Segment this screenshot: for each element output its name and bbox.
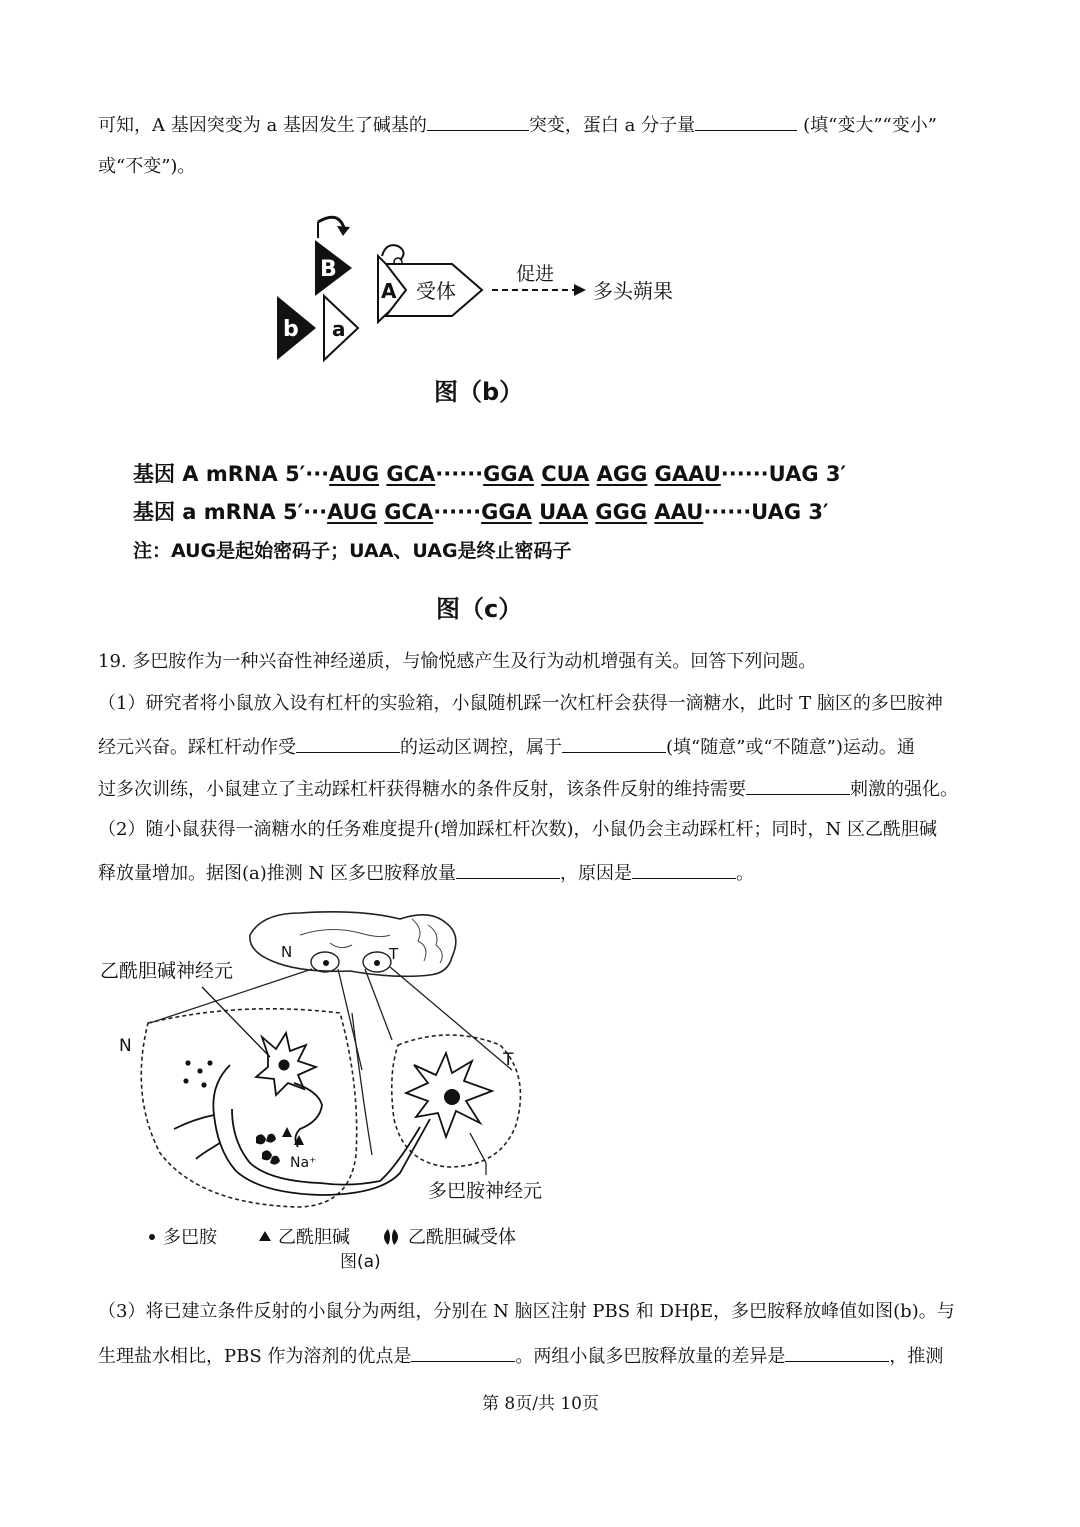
q19-p3-text-c: ，推测 bbox=[889, 1346, 944, 1367]
gene-a-label: a bbox=[332, 317, 346, 341]
answer-blank[interactable] bbox=[785, 1343, 889, 1362]
q18-line-2: 或“不变”)。 bbox=[98, 156, 196, 177]
promote-label: 促进 bbox=[516, 263, 555, 285]
codon: AUG bbox=[329, 462, 380, 486]
ach-pointer-line bbox=[202, 987, 270, 1057]
row-end: ······UAG 3′ bbox=[720, 462, 847, 486]
codon: AUG bbox=[327, 500, 377, 524]
answer-blank[interactable] bbox=[746, 776, 850, 795]
brain-T-label: T bbox=[389, 945, 399, 963]
q19-p3-line1: （3）将已建立条件反射的小鼠分为两组，分别在 N 脑区注射 PBS 和 DHβE，多巴胺释放峰值如图(b)。与 bbox=[98, 1301, 955, 1322]
result-label: 多头蒴果 bbox=[593, 279, 673, 303]
q19-p1-line2 bbox=[98, 734, 915, 760]
dopamine-neuron bbox=[406, 1053, 492, 1137]
N-region-label: N bbox=[119, 1036, 132, 1056]
answer-blank[interactable] bbox=[427, 112, 529, 131]
answer-blank[interactable] bbox=[411, 1343, 515, 1362]
codon: GGG bbox=[595, 500, 648, 524]
gene-A-label: A bbox=[381, 279, 397, 303]
codon: AGG bbox=[596, 462, 648, 486]
q19-p1-text-b: 的运动区调控，属于 bbox=[400, 737, 562, 758]
figure-b-caption: 图（b） bbox=[434, 378, 524, 406]
receptor-label: 受体 bbox=[416, 279, 456, 303]
codon: GAAU bbox=[654, 462, 721, 486]
q19-p2-line1: （2）随小鼠获得一滴糖水的任务难度提升(增加踩杠杆次数)，小鼠仍会主动踩杠杆；同时，N 区乙酰胆碱 bbox=[98, 819, 937, 840]
q19-p2-text-a: 释放量增加。据图(a)推测 N 区多巴胺释放量 bbox=[98, 863, 456, 884]
q19-p1-text-a: 经元兴奋。踩杠杆动作受 bbox=[98, 737, 296, 758]
gene-b-arrow bbox=[277, 296, 316, 360]
q19-p3-text-a: 生理盐水相比，PBS 作为溶剂的优点是 bbox=[98, 1346, 412, 1367]
promote-arrow bbox=[492, 263, 586, 296]
legend bbox=[149, 1227, 516, 1272]
mrna-row-A bbox=[133, 460, 846, 488]
page-footer: 第 8页/共 10页 bbox=[482, 1394, 599, 1414]
q19-p1-text-e: 刺激的强化。 bbox=[850, 779, 958, 800]
ach-neuron bbox=[256, 1033, 322, 1147]
gene-B-label: B bbox=[320, 257, 337, 282]
q19-p3-line2 bbox=[98, 1343, 943, 1369]
answer-blank[interactable] bbox=[456, 860, 560, 879]
legend-ach-label: 乙酰胆碱 bbox=[278, 1227, 350, 1248]
codon: CUA bbox=[541, 462, 590, 486]
T-region-label: T bbox=[503, 1050, 514, 1070]
codon: GCA bbox=[384, 500, 434, 524]
answer-blank[interactable] bbox=[632, 860, 736, 879]
codon: GGA bbox=[483, 462, 534, 486]
q19-p2-text-b: ，原因是 bbox=[559, 863, 632, 884]
codon: GCA bbox=[386, 462, 436, 486]
q18-line-1 bbox=[98, 112, 937, 138]
figure-a-caption: 图(a) bbox=[340, 1252, 381, 1272]
gene-B-arrow bbox=[315, 217, 352, 296]
codon: AAU bbox=[654, 500, 704, 524]
legend-receptor-icon bbox=[384, 1229, 398, 1245]
q19-title: 19. 多巴胺作为一种兴奋性神经递质，与愉悦感产生及行为动机增强有关。回答下列问题。 bbox=[98, 651, 817, 672]
q19-p1-line3 bbox=[98, 776, 958, 802]
dopamine-axon-inner bbox=[232, 1109, 420, 1185]
q19-p1-text-d: 过多次训练，小鼠建立了主动踩杠杆获得糖水的条件反射，该条件反射的维持需要 bbox=[98, 779, 746, 800]
ellipsis: ······ bbox=[435, 462, 484, 486]
legend-ach-icon bbox=[259, 1231, 271, 1241]
codon: UAA bbox=[539, 500, 589, 524]
answer-blank[interactable] bbox=[695, 112, 797, 131]
ach-neuron-label: 乙酰胆碱神经元 bbox=[100, 960, 234, 982]
q19-p3-text-b: 。两组小鼠多巴胺释放量的差异是 bbox=[515, 1346, 786, 1367]
da-pointer-line bbox=[470, 1133, 486, 1163]
dopamine-dots bbox=[183, 1060, 212, 1087]
q18-text-a: 可知，A 基因突变为 a 基因发生了碱基的 bbox=[98, 115, 427, 136]
figure-a bbox=[0, 905, 1080, 1285]
q19-p2-line2 bbox=[98, 860, 754, 886]
codon: GGA bbox=[481, 500, 532, 524]
mrna-row-a bbox=[133, 498, 829, 526]
q19-p1-line1: （1）研究者将小鼠放入设有杠杆的实验箱，小鼠随机踩一次杠杆会获得一滴糖水，此时 T 脑区的多巴胺神 bbox=[98, 693, 943, 714]
row-end: ······UAG 3′ bbox=[703, 500, 829, 524]
codon-note: 注：AUG是起始密码子；UAA、UAG是终止密码子 bbox=[133, 540, 572, 562]
zoom-lines bbox=[150, 967, 512, 1070]
gene-a-arrow bbox=[324, 296, 358, 360]
row-prefix: 基因 a mRNA 5′··· bbox=[133, 500, 328, 524]
q19-p1-text-c: (填“随意”或“不随意”)运动。通 bbox=[666, 737, 915, 758]
figure-c-caption: 图（c） bbox=[436, 595, 523, 623]
gene-b-label: b bbox=[283, 317, 299, 342]
ellipsis: ······ bbox=[433, 500, 482, 524]
brain-outline bbox=[250, 912, 456, 976]
na-label: Na⁺ bbox=[290, 1155, 317, 1171]
N-region bbox=[141, 1009, 356, 1207]
q19-p2-text-c: 。 bbox=[735, 863, 754, 884]
q18-text-c: (填“变大”“变小” bbox=[803, 115, 937, 136]
legend-dopamine-label: 多巴胺 bbox=[163, 1227, 217, 1248]
legend-dopamine-icon bbox=[149, 1234, 155, 1240]
legend-receptor-label: 乙酰胆碱受体 bbox=[408, 1227, 516, 1248]
row-prefix: 基因 A mRNA 5′··· bbox=[133, 462, 330, 486]
dopamine-neuron-label: 多巴胺神经元 bbox=[428, 1180, 543, 1202]
brain-N-label: N bbox=[281, 943, 293, 961]
answer-blank[interactable] bbox=[562, 734, 666, 753]
answer-blank[interactable] bbox=[296, 734, 400, 753]
gene-A-receptor bbox=[378, 245, 482, 322]
q18-text-b: 突变，蛋白 a 分子量 bbox=[528, 115, 696, 136]
